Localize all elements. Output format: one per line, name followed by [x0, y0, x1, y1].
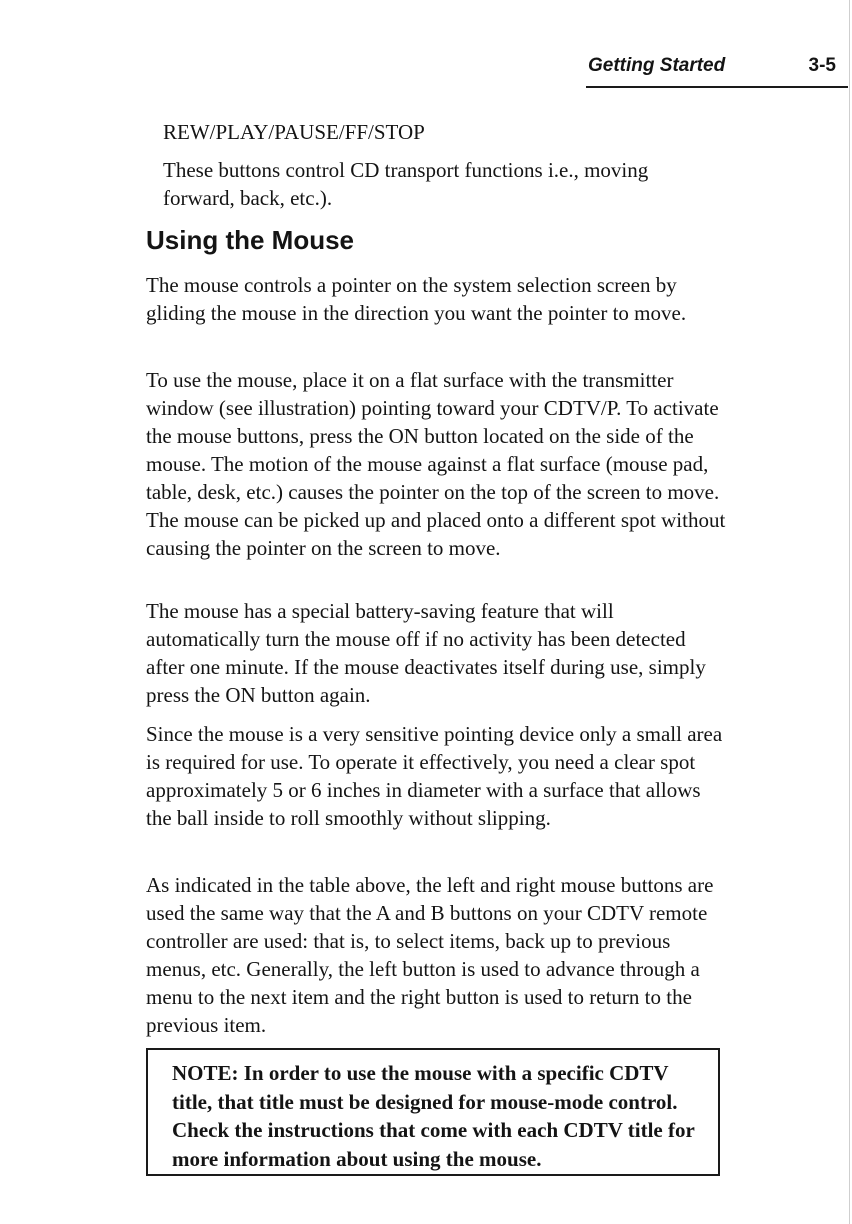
paragraph: As indicated in the table above, the left and right mouse buttons are used the same way that the A and B buttons on your CDTV remote controller are used: that is, to select items, back up to previous menus, etc. Generally, the left button is used to advance through a menu to the next item and the right button is used to return to the previous item.: [146, 873, 714, 1037]
paragraph: To use the mouse, place it on a flat surface with the transmitter window (see illustration) pointing toward your CDTV/P. To activate the mouse buttons, press the ON button located on the side of the mouse. The motion of the mouse against a flat surface (mouse pad, table, desk, etc.) causes the pointer on the top of the screen to move. The mouse can be picked up and placed onto a different spot without causing the pointer on the screen to move.: [146, 368, 726, 560]
paragraph: The mouse controls a pointer on the system selection screen by gliding the mouse in the direction you want the pointer to move.: [146, 273, 687, 325]
section-title: Getting Started: [588, 55, 726, 76]
running-header: [586, 54, 848, 88]
paragraph: Since the mouse is a very sensitive pointing device only a small area is required for use. To operate it effectively, you need a clear spot approximately 5 or 6 inches in diameter with a surface that allows the ball inside to roll smoothly without slipping.: [146, 722, 723, 830]
section-heading: Using the Mouse: [146, 225, 355, 255]
note-box: [146, 1048, 720, 1176]
transport-label: REW/PLAY/PAUSE/FF/STOP: [163, 120, 425, 144]
page-number: 3-5: [808, 55, 836, 76]
transport-description: These buttons control CD transport functions i.e., moving forward, back, etc.).: [163, 158, 649, 210]
note-text: NOTE: In order to use the mouse with a specific CDTV title, that title must be designed for mouse-mode control. Check the instructions that come with each CDTV title for more information about using the mouse.: [172, 1061, 695, 1171]
page-edge: [849, 0, 850, 1224]
paragraph: The mouse has a special battery-saving feature that will automatically turn the mouse off if no activity has been detected after one minute. If the mouse deactivates itself during use, simply press the ON button again.: [146, 599, 706, 707]
